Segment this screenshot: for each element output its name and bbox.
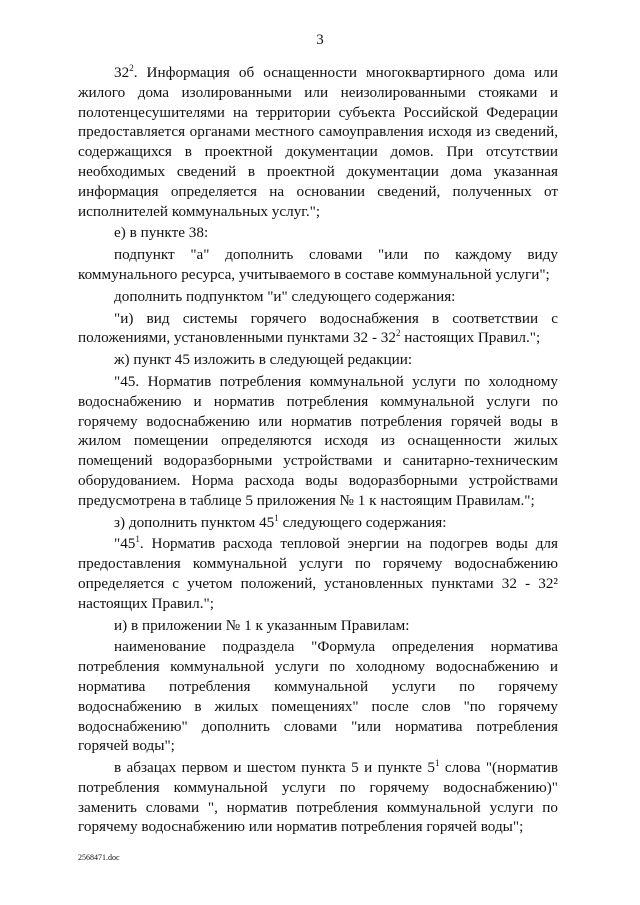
file-name-footer: 2568471.doc: [78, 853, 120, 862]
paragraph-subsection-title: наименование подраздела "Формула определения норматива потребления коммунальной услуги по холодному водоснабжению и норматива потребления коммунальной услуги по горячему водоснабжению в жилых помещениях" после слов "по горячему водоснабжению" дополнить словами "или норматива потребления горячей воды";: [78, 638, 558, 755]
paragraph-45-text: "45. Норматив потребления коммунальной услуги по холодному водоснабжению и норматив потребления коммунальной услуги по горячему водоснабжению или норматив потребления горячей воды в жилом помещении определяются исходя из оснащенности жилых помещений водоразборными устройствами и санитарно-техническим оборудованием. Норма расхода воды водоразборными устройствами предусмотрена в таблице 5 приложения № 1 к настоящим Правилам.";: [78, 372, 558, 509]
paragraph-item-zh: ж) пункт 45 изложить в следующей редакции:: [114, 351, 413, 369]
paragraph-45-1-text: "$45^1$. Норматив расхода тепловой энергии на подогрев воды для предоставления коммунальной услуги по горячему водоснабжению определяется с учетом положений, установленных пунктами 32 - 32² настоящих Правил.";: [78, 534, 558, 612]
paragraph-item-5: в абзацах первом и шестом пункта 5 и пункте $5^1$ слова "(норматив потребления коммунальной услуги по горячему водоснабжению)" заменить словами ", норматив потребления коммунальной услуги по горячему водоснабжению или норматив потребления горячей воды";: [78, 758, 558, 836]
paragraph-subitem-a: подпункт "а" дополнить словами "или по каждому виду коммунального ресурса, учитываемого в составе коммунальной услуги";: [78, 246, 558, 283]
paragraph-item-i: и) в приложении № 1 к указанным Правилам:: [114, 616, 410, 634]
paragraph-32-2: $32^2$. Информация об оснащенности многоквартирного дома или жилого дома изолированными или неизолированными стояками и полотенцесушителями на территории субъекта Российской Федерации предоставляется органами местного самоуправления исходя из сведений, содержащихся в проектной документации домов. При отсутствии необходимых сведений в проектной документации дома указанная информация определяется на основании сведений, полученных от исполнителей коммунальных услуг.";: [78, 62, 558, 220]
paragraph-add-subitem-i: дополнить подпунктом "и" следующего содержания:: [114, 287, 456, 305]
paragraph-subitem-i-text: "и) вид системы горячего водоснабжения в соответствии с положениями, установленными пунктами $32 - 32^2$ настоящих Правил.";: [78, 309, 558, 347]
page-number: 3: [316, 32, 324, 48]
paragraph-item-z: з) дополнить пунктом $45^1$ следующего содержания:: [114, 512, 447, 531]
document-body: [78, 63, 558, 837]
paragraph-item-e: е) в пункте 38:: [114, 224, 209, 242]
